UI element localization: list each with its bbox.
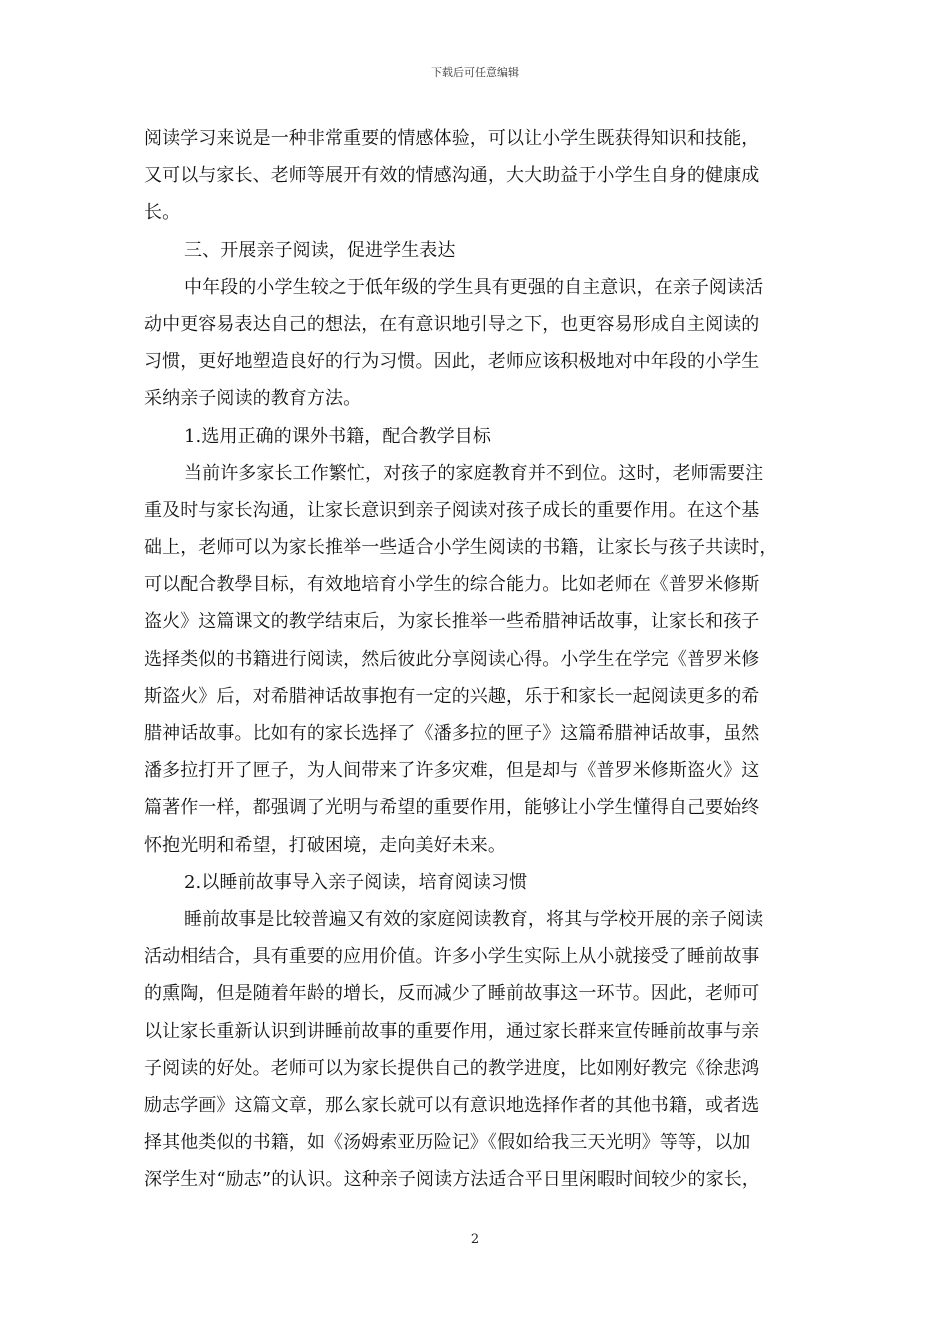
document-body [144,120,816,1198]
text-line: 励志学画》这篇文章，那么家长就可以有意识地选择作者的其他书籍，或者选 [144,1094,760,1116]
text-line: 选择类似的书籍进行阅读，然后彼此分享阅读心得。小学生在学完《普罗米修 [144,648,760,670]
text-line: 2.以睡前故事导入亲子阅读，培育阅读习惯 [184,871,528,893]
text-line: 础上，老师可以为家长推举一些适合小学生阅读的书籍，让家长与孩子共读时， [144,537,778,559]
text-line: 择其他类似的书籍，如《汤姆索亚历险记》《假如给我三天光明》等等，以加 [144,1132,751,1154]
text-line: 长。 [144,202,181,224]
text-line: 三、开展亲子阅读，促进学生表达 [184,239,456,261]
text-line: 阅读学习来说是一种非常重要的情感体验，可以让小学生既获得知识和技能， [144,128,760,149]
text-line: 又可以与家长、老师等展开有效的情感沟通，大大助益于小学生自身的健康成 [144,165,760,187]
text-line: 盗火》这篇课文的教学结束后，为家长推举一些希腊神话故事，让家长和孩子 [144,611,760,633]
text-line: 当前许多家长工作繁忙，对孩子的家庭教育并不到位。这时，老师需要注 [184,462,764,484]
text-line: 篇著作一样，都强调了光明与希望的重要作用，能够让小学生懂得自己要始终 [144,797,760,819]
page-header: 下载后可任意编辑 [431,66,519,79]
text-line: 重及时与家长沟通，让家长意识到亲子阅读对孩子成长的重要作用。在这个基 [144,499,760,521]
text-line: 活动相结合，具有重要的应用价值。许多小学生实际上从小就接受了睡前故事 [144,946,760,968]
text-line: 动中更容易表达自己的想法，在有意识地引导之下，也更容易形成自主阅读的 [144,313,760,335]
text-line: 采纳亲子阅读的教育方法。 [144,388,362,410]
text-line: 怀抱光明和希望，打破困境，走向美好未来。 [144,834,506,856]
text-line: 的熏陶，但是随着年龄的增长，反而减少了睡前故事这一环节。因此，老师可 [144,983,760,1005]
page-number: 2 [470,1232,480,1247]
text-line: 习惯，更好地塑造良好的行为习惯。因此，老师应该积极地对中年段的小学生 [144,351,760,373]
text-line: 可以配合教學目标，有效地培育小学生的综合能力。比如老师在《普罗米修斯 [144,574,760,596]
text-line: 睡前故事是比较普遍又有效的家庭阅读教育，将其与学校开展的亲子阅读 [184,908,764,930]
text-line: 斯盗火》后，对希腊神话故事抱有一定的兴趣，乐于和家长一起阅读更多的希 [144,685,760,707]
text-line: 中年段的小学生较之于低年级的学生具有更强的自主意识，在亲子阅读活 [184,276,764,298]
text-line: 腊神话故事。比如有的家长选择了《潘多拉的匣子》这篇希腊神话故事，虽然 [144,723,760,744]
text-line: 深学生对“励志”的认识。这种亲子阅读方法适合平日里闲暇时间较少的家长， [144,1169,760,1191]
text-line: 1.选用正确的课外书籍，配合教学目标 [184,425,491,447]
text-line: 以让家长重新认识到讲睡前故事的重要作用，通过家长群来宣传睡前故事与亲 [144,1020,760,1042]
text-line: 潘多拉打开了匣子，为人间带来了许多灾难，但是却与《普罗米修斯盗火》这 [144,760,760,782]
text-line: 子阅读的好处。老师可以为家长提供自己的教学进度，比如刚好教完《徐悲鸿 [144,1057,760,1079]
